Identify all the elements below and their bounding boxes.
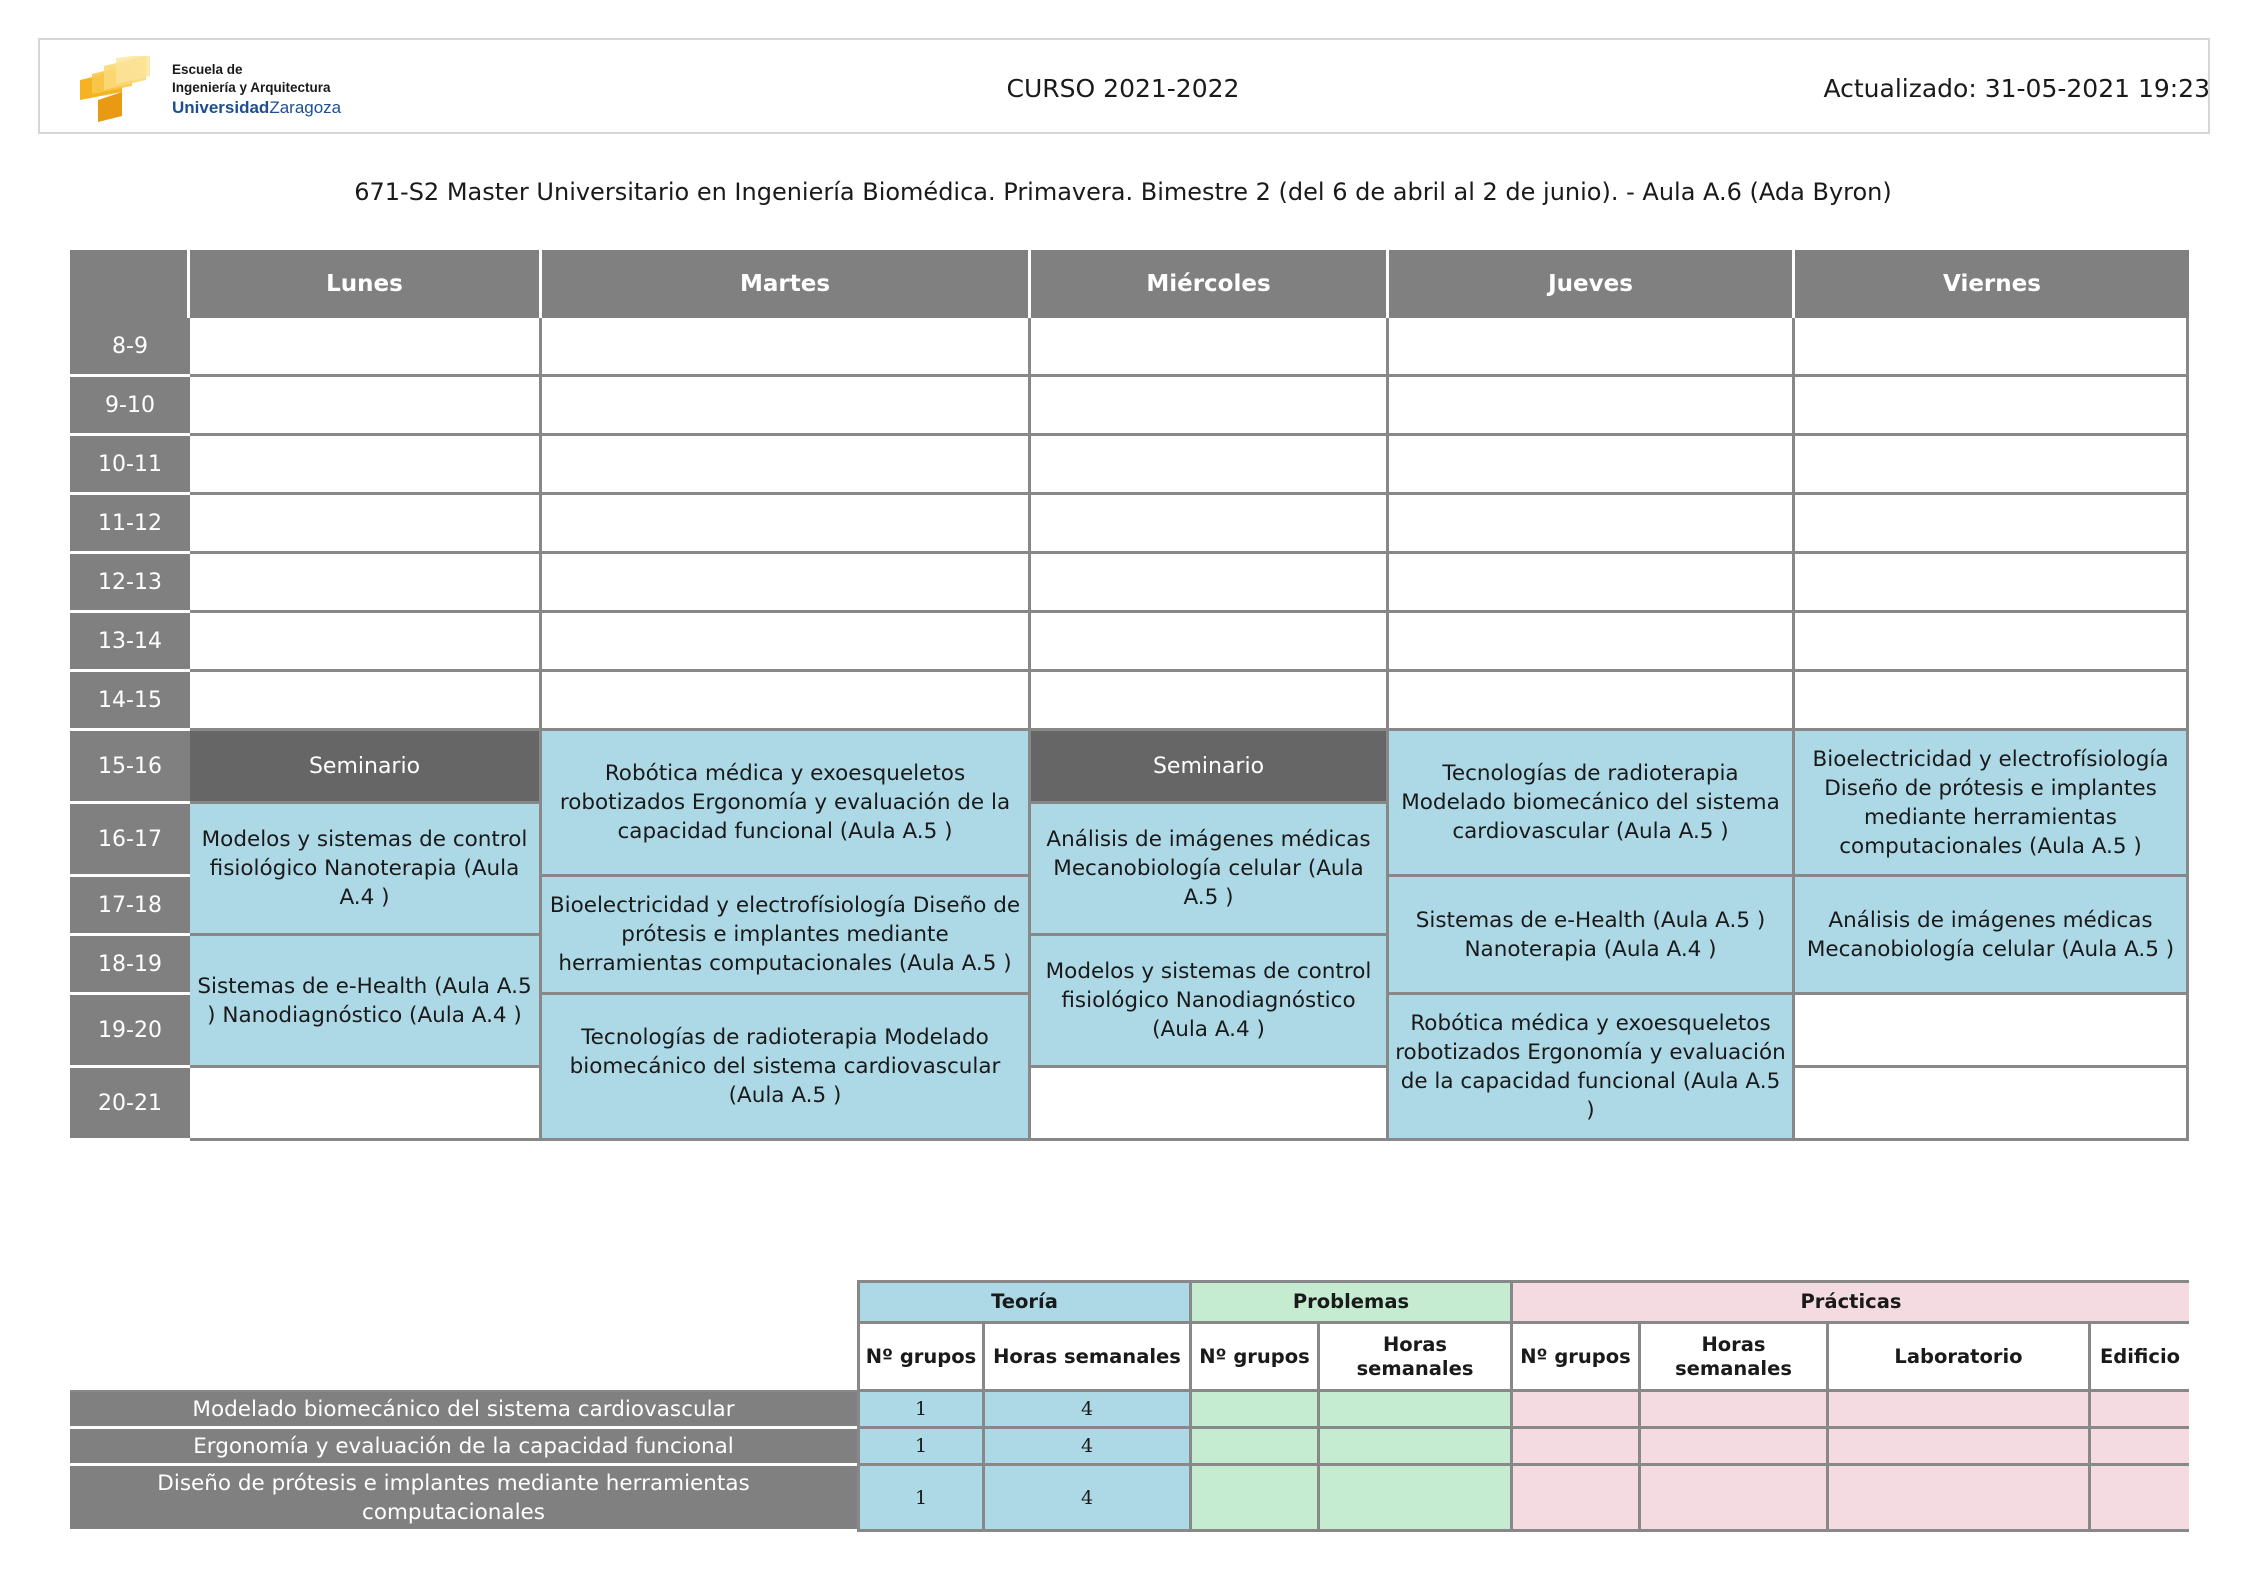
problemas-horas	[1320, 1429, 1513, 1466]
hour-label: 11-12	[70, 495, 190, 554]
seminar-block[interactable]: Seminario	[1031, 731, 1389, 804]
empty-slot	[1389, 318, 1795, 377]
class-block[interactable]: Robótica médica y exoesqueletos robotizados Ergonomía y evaluación de la capacidad funcional (Aula A.5 )	[542, 731, 1031, 877]
class-block[interactable]: Robótica médica y exoesqueletos robotizados Ergonomía y evaluación de la capacidad funcional (Aula A.5 )	[1389, 995, 1795, 1141]
logo-line-1: Escuela de	[172, 62, 243, 77]
laboratorio	[1829, 1392, 2091, 1429]
hour-label: 13-14	[70, 613, 190, 672]
class-block[interactable]: Sistemas de e-Health (Aula A.5 ) Nanoterapia (Aula A.4 )	[1389, 877, 1795, 995]
schedule-subtitle: 671-S2 Master Universitario en Ingeniería Biomédica. Primavera. Bimestre 2 (del 6 de abril al 2 de junio). - Aula A.6 (Ada Byron)	[354, 178, 1892, 206]
empty-slot	[1795, 436, 2189, 495]
teoria-horas: 4	[985, 1392, 1192, 1429]
empty-slot	[1795, 1068, 2189, 1141]
hour-label: 18-19	[70, 936, 190, 995]
class-block[interactable]: Tecnologías de radioterapia Modelado biomecánico del sistema cardiovascular (Aula A.5 )	[1389, 731, 1795, 877]
class-block[interactable]: Tecnologías de radioterapia Modelado biomecánico del sistema cardiovascular (Aula A.5 )	[542, 995, 1031, 1141]
col-header: Nº grupos	[1192, 1324, 1320, 1392]
empty-slot	[542, 436, 1031, 495]
group-header-problemas: Problemas	[1192, 1280, 1513, 1324]
col-header: Edificio	[2091, 1324, 2189, 1392]
practicas-grupos	[1513, 1392, 1641, 1429]
hour-label: 8-9	[70, 318, 190, 377]
subject-name: Diseño de prótesis e implantes mediante herramientas computacionales	[70, 1466, 857, 1532]
col-header: Nº grupos	[857, 1324, 985, 1392]
empty-slot	[1031, 613, 1389, 672]
practicas-horas	[1641, 1466, 1829, 1532]
hour-label: 14-15	[70, 672, 190, 731]
logo-universidad: Universidad	[172, 98, 270, 117]
hour-label: 19-20	[70, 995, 190, 1068]
class-block[interactable]: Modelos y sistemas de control fisiológico Nanodiagnóstico (Aula A.4 )	[1031, 936, 1389, 1068]
empty-slot	[1389, 672, 1795, 731]
practicas-grupos	[1513, 1429, 1641, 1466]
teoria-grupos: 1	[857, 1466, 985, 1532]
class-block[interactable]: Modelos y sistemas de control fisiológico Nanoterapia (Aula A.4 )	[190, 804, 542, 936]
empty-slot	[542, 318, 1031, 377]
practicas-horas	[1641, 1429, 1829, 1466]
course-title: CURSO 2021-2022	[1006, 74, 1240, 103]
class-block[interactable]: Sistemas de e-Health (Aula A.5 ) Nanodiagnóstico (Aula A.4 )	[190, 936, 542, 1068]
empty-slot	[1795, 672, 2189, 731]
empty-slot	[1389, 436, 1795, 495]
edificio	[2091, 1429, 2189, 1466]
empty-slot	[190, 318, 542, 377]
laboratorio	[1829, 1429, 2091, 1466]
class-block[interactable]: Bioelectricidad y electrofísiología Diseño de prótesis e implantes mediante herramientas computacionales (Aula A.5 )	[1795, 731, 2189, 877]
empty-slot	[542, 377, 1031, 436]
day-header-miercoles: Miércoles	[1031, 250, 1389, 318]
teoria-horas: 4	[985, 1429, 1192, 1466]
problemas-grupos	[1192, 1429, 1320, 1466]
empty-slot	[1795, 613, 2189, 672]
problemas-horas	[1320, 1466, 1513, 1532]
updated-timestamp: Actualizado: 31-05-2021 19:23	[1823, 74, 2210, 103]
laboratorio	[1829, 1466, 2091, 1532]
empty-slot	[542, 613, 1031, 672]
hour-label: 15-16	[70, 731, 190, 804]
empty-slot	[1031, 318, 1389, 377]
empty-slot	[1795, 995, 2189, 1068]
empty-slot	[1031, 495, 1389, 554]
logo-line-2: Ingeniería y Arquitectura	[172, 80, 331, 95]
empty-slot	[1795, 377, 2189, 436]
hour-label: 17-18	[70, 877, 190, 936]
hour-label: 20-21	[70, 1068, 190, 1141]
practicas-grupos	[1513, 1466, 1641, 1532]
col-header: Horas semanales	[1641, 1324, 1829, 1392]
day-header-lunes: Lunes	[190, 250, 542, 318]
empty-slot	[1031, 1068, 1389, 1141]
empty-slot	[1795, 554, 2189, 613]
empty-slot	[1031, 377, 1389, 436]
hour-label: 12-13	[70, 554, 190, 613]
group-header-teoria: Teoría	[857, 1280, 1192, 1324]
day-header-viernes: Viernes	[1795, 250, 2189, 318]
day-header-jueves: Jueves	[1389, 250, 1795, 318]
empty-slot	[190, 1068, 542, 1141]
empty-slot	[190, 672, 542, 731]
subject-name: Modelado biomecánico del sistema cardiovascular	[70, 1392, 857, 1429]
empty-slot	[1031, 436, 1389, 495]
col-header: Laboratorio	[1829, 1324, 2091, 1392]
empty-slot	[1389, 554, 1795, 613]
teoria-grupos: 1	[857, 1392, 985, 1429]
empty-slot	[1795, 318, 2189, 377]
group-header-practicas: Prácticas	[1513, 1280, 2189, 1324]
teoria-grupos: 1	[857, 1429, 985, 1466]
empty-slot	[1389, 495, 1795, 554]
empty-slot	[190, 377, 542, 436]
col-header: Horas semanales	[1320, 1324, 1513, 1392]
empty-slot	[1795, 495, 2189, 554]
corner-header	[70, 250, 190, 318]
class-block[interactable]: Bioelectricidad y electrofísiología Diseño de prótesis e implantes mediante herramientas computacionales (Aula A.5 )	[542, 877, 1031, 995]
col-header: Horas semanales	[985, 1324, 1192, 1392]
problemas-horas	[1320, 1392, 1513, 1429]
hour-label: 10-11	[70, 436, 190, 495]
seminar-block[interactable]: Seminario	[190, 731, 542, 804]
problemas-grupos	[1192, 1466, 1320, 1532]
logo-zaragoza: Zaragoza	[269, 98, 342, 117]
day-header-martes: Martes	[542, 250, 1031, 318]
edificio	[2091, 1392, 2189, 1429]
empty-slot	[190, 613, 542, 672]
empty-slot	[1031, 554, 1389, 613]
empty-slot	[190, 495, 542, 554]
empty-slot	[1389, 613, 1795, 672]
hour-label: 9-10	[70, 377, 190, 436]
edificio	[2091, 1466, 2189, 1532]
empty-slot	[1389, 377, 1795, 436]
col-header: Nº grupos	[1513, 1324, 1641, 1392]
hour-label: 16-17	[70, 804, 190, 877]
class-block[interactable]: Análisis de imágenes médicas Mecanobiología celular (Aula A.5 )	[1795, 877, 2189, 995]
empty-slot	[190, 554, 542, 613]
teoria-horas: 4	[985, 1466, 1192, 1532]
subject-name: Ergonomía y evaluación de la capacidad funcional	[70, 1429, 857, 1466]
empty-slot	[542, 554, 1031, 613]
empty-slot	[1031, 672, 1389, 731]
class-block[interactable]: Análisis de imágenes médicas Mecanobiología celular (Aula A.5 )	[1031, 804, 1389, 936]
empty-slot	[542, 495, 1031, 554]
practicas-horas	[1641, 1392, 1829, 1429]
empty-slot	[190, 436, 542, 495]
empty-slot	[542, 672, 1031, 731]
problemas-grupos	[1192, 1392, 1320, 1429]
